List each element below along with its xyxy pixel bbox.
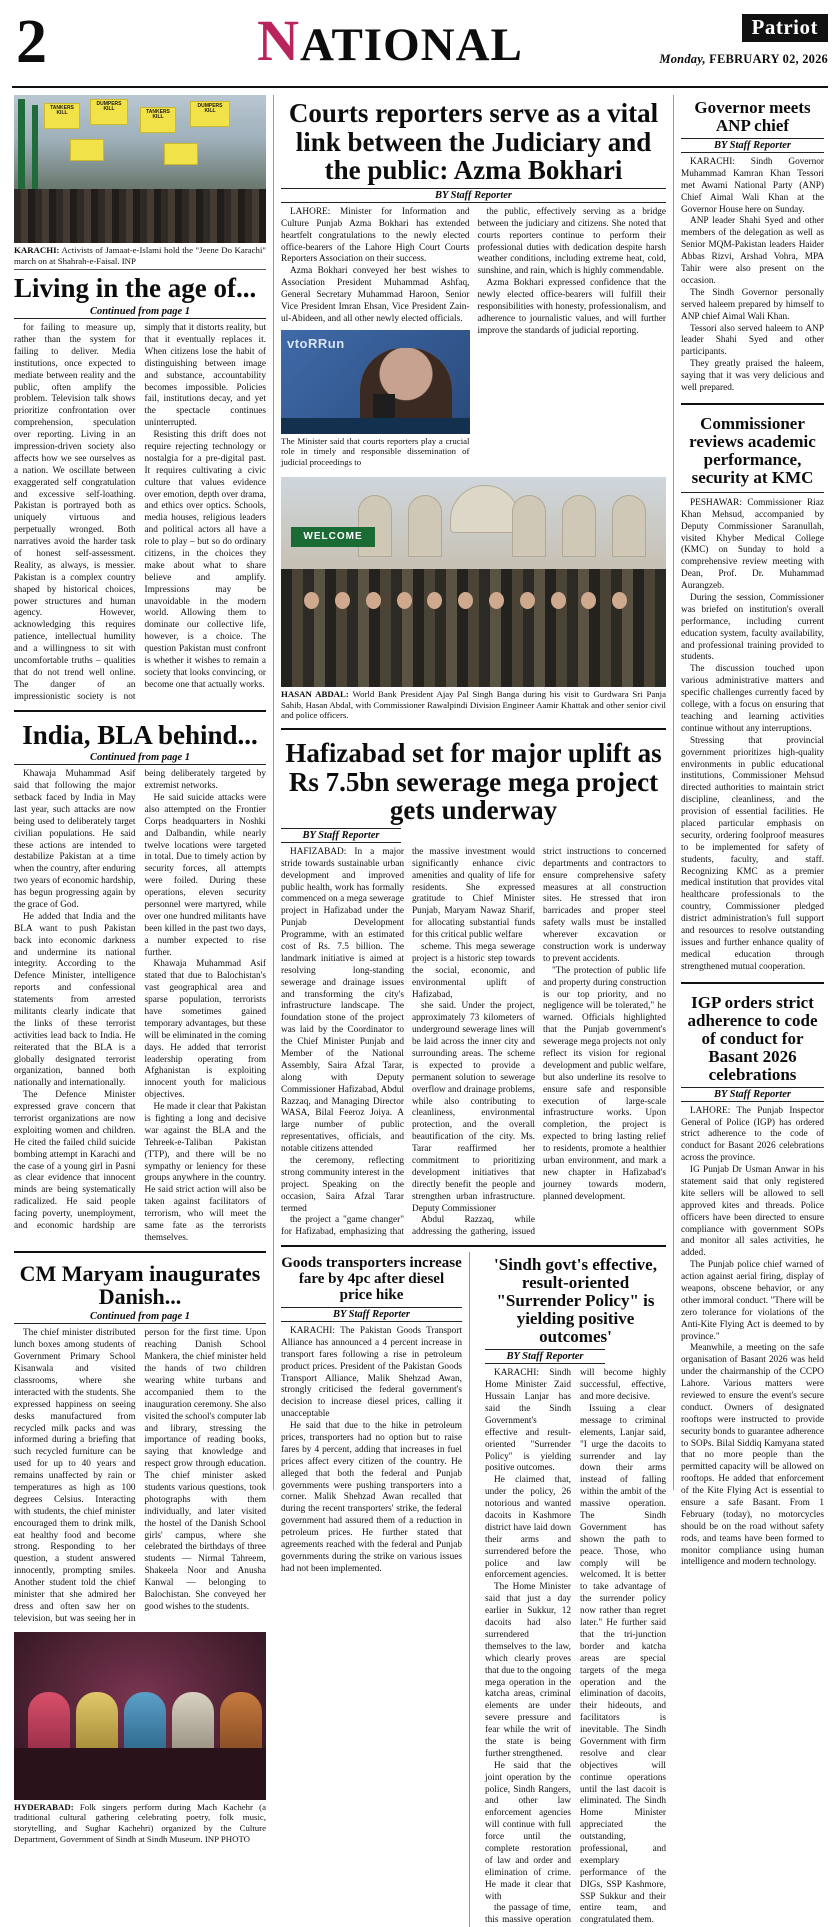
placard: TANKERS KILL: [44, 103, 80, 129]
caption-location: HASAN ABDAL:: [281, 688, 349, 699]
igp-headline: IGP orders strict adherence to code of conduct for Basant 2026 celebrations: [687, 992, 818, 1084]
masthead-right: [638, 10, 828, 67]
governor-headline: Governor meets ANP chief: [694, 98, 811, 136]
column-center: [274, 95, 674, 1926]
sindh-surrender-headline: 'Sindh govt's effective, result-oriented "Surrender Policy" is yielding positive outcomes': [494, 1255, 657, 1347]
page-number: 2: [16, 8, 45, 76]
hafizabad-byline: BY Staff Reporter: [281, 828, 401, 843]
press-conference-photo: [281, 330, 470, 434]
goods-story: [281, 1252, 470, 1927]
india-bla-headline: India, BLA behind...: [22, 719, 258, 750]
courts-body-left: LAHORE: Minister for Information and Culture Punjab Azma Bokhari has extended heartfelt congratulations to the newly elected office-bearers of the Lahore High Court Courts Reporters Association on their success. Azma Bokhari conveyed her best wishes to Association President Muhammad Ashfaq, General Secretary Muhammad Haroon, Senior Vice President Imran Ehsan, Vice President Zain-ul-Abideen, and all other newly elected officials.: [281, 206, 470, 324]
goods-byline: BY Staff Reporter: [281, 1307, 462, 1322]
governor-byline: BY Staff Reporter: [681, 138, 824, 153]
press-conference-caption: The Minister said that courts reporters play a crucial role in timely and responsible dissemination of judicial proceedings to: [281, 435, 470, 468]
living-continued: Continued from page 1: [14, 306, 266, 319]
column-right: [674, 95, 826, 1568]
caption-text: Activists of Jamaat-e-Islami hold the "Jeene Do Karachi" march on at Shahrah-e-Faisal. INP: [14, 245, 266, 266]
hafizabad-body: HAFIZABAD: In a major stride towards sustainable urban development and improved public health, work has formally commenced on a mega sewerage project in Hafizabad under the Punjab Development Programme, with an estimated cost of Rs. 7.5 billion. The landmark initiative is aimed at resolving long-standing sewerage and drainage issues and transforming the city's infrastructure landscape. The foundation stone of the project was laid by the Coordinator to the Chief Minister Punjab and Member of the National Assembly, Saira Afzal Tarar, along with Deputy Commissioner Hafizabad, Abdul Razzaq, and Managing Director WASA, Bilal Feeroz Joiya. A large number of public representatives, officials, and notable citizens attended the ceremony, reflecting strong community interest in the project. Speaking on the occasion, Saira Afzal Tarar termed the project a "game changer" for Hafizabad, emphasizing that the massive investment would significantly enhance civic amenities and quality of life for residents. She expressed gratitude to Chief Minister Punjab, Maryam Nawaz Sharif, for allocating substantial funds for this critical public welfare scheme. This mega sewerage project is a historic step towards the social, economic, and environmental uplift of Hafizabad, she said. Under the project, approximately 73 kilometers of underground sewerage lines will be laid across the inner city and surrounding areas. The scheme is expected to provide a permanent solution to sewerage overflow and drainage problems, while also contributing to cleanliness, environmental protection, and the overall beautification of the city. Ms. Tarar reaffirmed her commitment to prioritizing development initiatives that directly benefit the people and strengthen urban infrastructure. Deputy Commissioner Abdul Razzaq, while addressing the gathering, issued strict instructions to concerned departments and contractors to ensure comprehensive safety measures at all construction sites. He stressed that iron barricades and proper steel safety walls must be installed wherever excavation or construction work is underway to prevent accidents. "The protection of public life and property during construction is our top priority, and no negligence will be tolerated," he warned. Officials highlighted that the Punjab government's sewerage mega projects not only reflect its vision for regional development and public welfare, but also underline its resolve to ensure safe and responsible execution of large-scale infrastructure works. Upon completion, the project is expected to bring lasting relief to residents, promote a healthier urban environment, and mark a new chapter in Hafizabad's journey towards modern, planned development.: [281, 846, 666, 1238]
welcome-sign: WELCOME: [291, 527, 375, 547]
sindh-surrender-body: KARACHI: Sindh Home Minister Zaid Hussain Lanjar has said the Sindh Government's effective and result-oriented "Surrender Policy" is yielding positive outcomes. He claimed that, under the policy, 26 notorious and wanted dacoits in Kashmore district have laid down their arms and surrendered before the police and law enforcement agencies. The Home Minister said that just a day earlier in Sukkur, 12 dacoits had also surrendered themselves to the law, which clearly proves that due to the ongoing mega operation in the katcha areas, criminal elements are under severe pressure and fear while the writ of the state is being further strengthened. He said that the joint operation by the police, Sindh Rangers, and other law enforcement agencies will continue with full force until the complete restoration of law and order and elimination of crime. He made it clear that with the passage of time, this massive operation will become highly successful, effective, and more decisive. Issuing a clear message to criminal elements, Lanjar said, "I urge the dacoits to surrender and lay down their arms instead of falling within the ambit of the massive operation. The Sindh Government has shown the path to peace. Those, who comply will be welcomed. It is better to take advantage of the surrender policy now rather than regret later." He further said that the tri-junction border and katcha areas are special targets of the mega operation and the elimination of dacoits, their hideouts, and facilitators is inevitable. The Sindh Government with firm resolve and clear objectives will continue operations until the last dacoit is eliminated. The Sindh Home Minister appreciated the outstanding, professional, and exemplary performance of the DIGs, SSP Kashmore, SSP Sukkur and their entire team, and congratulated them.: [485, 1368, 666, 1926]
publication-date: [638, 52, 828, 67]
caption-text: Folk singers perform during Mach Kachehr (a traditional cultural gathering celebrating poetry, folk music, storytelling, and Sughar Kachehri) organized by the Culture Department, Government of Sindh at Sindh Museum. INP PHOTO: [14, 1801, 266, 1844]
maryam-continued: Continued from page 1: [14, 1311, 266, 1324]
courts-headline: Courts reporters serve as a vital link between the Judiciary and the public: Azma Bokhari: [288, 98, 659, 186]
date-rest: FEBRUARY 02, 2026: [709, 52, 828, 66]
courts-byline: BY Staff Reporter: [281, 188, 666, 203]
bottom-two-stories: [281, 1252, 666, 1927]
section-title: [142, 8, 638, 73]
goods-body: KARACHI: The Pakistan Goods Transport Alliance has announced a 4 percent increase in transport fares following a rise in petroleum product prices. President of the Pakistan Goods Transport Alliance, Malik Shehzad Awan, strongly criticised the federal government's decision to increase diesel prices, calling it unacceptable He said that due to the hike in petroleum prices, transporters had no option but to raise fares by 4 percent, adding that increases in fuel prices affect every citizen of the country. He alleged that both the federal and Punjab governments were pushing transporters into a corner. Malik Shehzad Awan recalled that during the recent transporters' strike, the federal government had assured them of a reduction in petroleum prices. He further stated that agreements reached with the federal and Punjab governments during the strike on various issues had not been implemented.: [281, 1325, 462, 1574]
folk-photo: [14, 1632, 266, 1800]
sindh-surrender-byline: BY Staff Reporter: [485, 1349, 605, 1364]
section-title-rest: ATIONAL: [300, 19, 523, 71]
column-left: [12, 95, 274, 1844]
masthead-center: [142, 8, 638, 73]
protest-photo: [14, 95, 266, 243]
folk-photo-caption: [14, 1802, 266, 1848]
masthead: [12, 10, 828, 88]
igp-body: LAHORE: The Punjab Inspector General of Police (IGP) has ordered strict adherence to the code of conduct for Basant 2026 celebrations across the province. IG Punjab Dr Usman Anwar in his statement said that only registered kite sellers will be allowed to sell approved kites and threads. Police officers have been directed to ensure compliance with government SOPs and monitor all sales activities, he added. The Punjab police chief warned of action against aerial firing, display of weapons, obscene behavior, or any other immoral conduct. "There will be zero tolerance for violations of the Anti-Kite Flying Act is deemed to by province." Meanwhile, a meeting on the safe organisation of Basant 2026 was held under the chairmanship of the CCPO Lahore. Various matters were reviewed to ensure the event's secure conduct. Owners of designated rooftops were instructed to provide security bonds to guarantee adherence to SOPs. Bilal Siddiq Kamyana stated that no more people than the permitted capacity will be allowed on rooftops. He added that enforcement of the Kite Flying Act is essential to ensure a safe Basant. From 1 February (today), no motorcycles should be on the road without safety rods, and teams have been formed to monitor compliance using human intelligence and modern technology.: [681, 1105, 824, 1568]
commissioner-body: PESHAWAR: Commissioner Riaz Khan Mehsud, accompanied by Deputy Commissioner Saranullah, visited Khyber Medical College (KMC) on Sunday to hold a comprehensive review meeting with Dean, Prof. Dr. Muhammad Aurangzeb. During the session, Commissioner was briefed on institution's overall performance, including current education system, faculty availability, and professional training provided to students. The discussion touched upon various administrative matters and specific challenges currently faced by college, with a focus on ensuring that teaching and learning activities continue without any interruptions. Stressing that provincial government prioritizes high-quality environments in public educational institutions, Commissioner Mehsud directed authorities to maintain strict discipline, cleanliness, and the provision of essential facilities. He placed particular emphasis on security, ordering foolproof measures to be implemented for safety of students, faculty, and staff. Recognizing KMC as a premier medical institution that provides vital healthcare professionals to the country, Commissioner pledged district administration's full support and resources to resolve outstanding issues and further enhance quality of medical education through strengthened mutual cooperation.: [681, 497, 824, 972]
page-content: [12, 95, 828, 1926]
india-bla-continued: Continued from page 1: [14, 752, 266, 765]
placard: DUMPERS KILL: [90, 99, 128, 125]
caption-location: HYDERABAD:: [14, 1801, 74, 1812]
hasan-abdal-photo: [281, 477, 666, 687]
hasan-abdal-caption: [281, 689, 666, 724]
igp-byline: BY Staff Reporter: [681, 1087, 824, 1102]
placard: TANKERS KILL: [140, 107, 176, 133]
backdrop-logo-text: vtoRRun: [287, 335, 345, 351]
placard: DUMPERS KILL: [190, 101, 230, 127]
date-day: Monday,: [659, 52, 706, 66]
goods-headline: Goods transporters increase fare by 4pc after diesel price hike: [281, 1255, 462, 1304]
governor-body: KARACHI: Sindh Governor Muhammad Kamran Khan Tessori met Awami National Party (ANP) Chief Aimal Wali Khan at the Governor House here on Sunday. ANP leader Shahi Syed and other members of the delegation as well as Senior MQM-Pakistan leaders Haider Abbas Rizvi, Arshad Vohra, MPA Tahir were also present on the occasion. The Sindh Governor personally served haleem prepared by himself to ANP chief Aimal Wali Khan. Tessori also served haleem to ANP leader Shahi Syed and other participants. They greatly praised the haleem, saying that it was very delicious and well prepared.: [681, 157, 824, 393]
living-body: for failing to measure up, rather than the system for failing to deliver. Media institutions, once expected to mediate between reality and the public, often amplify the problem. Television talk shows prioritize confrontation over comprehension, speculation over reporting. Living in an impression-driven society also affects how we see ourselves as a nation. We oscillate between exaggerated self congratulation and excessive self-loathing. Pakistan is portrayed both as uniquely virtuous and perpetually wronged. Both narratives avoid the harder task of honest self-assessment. Reality, as always, is messier. Pakistan is a complex country shaped by historical choices, power structures and human agency. However, acknowledging this requires patience, intellectual humility and a willingness to sit with uncomfortable truths – qualities that do not trend well online. The danger of an impressionistic society is not simply that it distorts reality, but that it eventually replaces it. When citizens lose the habit of distinguishing between image and substance, accountability becomes impossible. Policies fail, institutions decay, and yet the spectacle continues uninterrupted. Resisting this drift does not require rejecting technology or nostalgia for a pre-digital past. It requires cultivating a civic culture that values evidence over emotion, depth over drama, and ethics over optics. Schools, media houses, religious leaders and political actors all have a role to play – but so do ordinary citizens, in the choices they make about what to share believe and amplify. Impressions may be unavoidable in the modern world. Allowing them to dominate our collective life, however, is a choice. The question Pakistan must confront is whether it wishes to remain a society that looks convincing, or become one that actually works.: [14, 323, 266, 702]
caption-location: KARACHI:: [14, 245, 60, 255]
caption-text: World Bank President Ajay Pal Singh Banga during his visit to Gurdwara Sri Panja Sahib, Hasan Abdal, with Commissioner Rawalpindi Division Engineer Aamir Khattak and other senior civil and police officers.: [281, 688, 667, 721]
hafizabad-headline: Hafizabad set for major uplift as Rs 7.5bn sewerage mega project gets underway: [285, 738, 662, 826]
sindh-surrender-story: [478, 1252, 666, 1927]
section-title-dropcap: N: [257, 8, 300, 73]
protest-photo-caption: [14, 245, 266, 269]
commissioner-headline: Commissioner reviews academic performance, security at KMC: [689, 413, 816, 487]
living-headline: Living in the age of...: [14, 273, 257, 304]
maryam-body: The chief minister distributed lunch boxes among students of Government Primary School Kisanwala and visited classrooms, where she interacted with the students. She expressed happiness on seeing desks manufactured from recycled milk packs and was informed during a briefing that such recycled furniture can be used for up to 40 years and remains unaffected by rain or temperatures as high as 100 degrees Celsius. Interacting with students, the chief minister encouraged them to drink milk, eat healthy food and become strong. Responding to her question, a student answered innocently, prompting smiles. Another student told the chief minister that she admired her dress and often saw her on television, but was seeing her in person for the first time. Upon reaching Danish School Mankera, the chief minister held the hands of two children wearing white turbans and accompanied them to the inauguration ceremony. She also visited the school's computer lab and library, stressing the importance of reading books, saying that knowledge and respect grow through education. The chief minister asked students various questions, took photographs with them individually, and later visited the hostel of the Danish School girls' campus, where she celebrated the birthdays of three students — Nirmal Tahreem, Shakeela Noor and Anusha Kanwal — belonging to Balochistan. She conveyed her good wishes to the students.: [14, 1328, 266, 1624]
courts-body-right: the public, effectively serving as a bridge between the judiciary and citizens. She noted that courts reporters continue to perform their professional duties with dedication despite harsh weather conditions, including extreme heat, cold, sunshine, and rain, which is highly commendable. Azma Bokhari expressed confidence that the newly elected office-bearers will fulfill their responsibilities with honesty, professionalism, and adherence to journalistic values, and will further improve the standards of judicial reporting.: [477, 206, 666, 336]
india-bla-body: Khawaja Muhammad Asif said that following the major setback faced by India in May last year, such attacks are now being used to deliberately target civilian populations. He said these actions are intended to destabilize Pakistan at a time when the country, after enduring two years of economic hardship, has begun progressing again by the grace of God. He added that India and the BLA want to push Pakistan back into economic darkness and undermine its national integrity. According to the Defence Minister, intelligence reports and confessional statements from arrested militants clearly indicate that the links of these terrorist activities lead back to India. He reiterated that the BLA is a globally designated terrorist organization, banned both nationally and internationally. The Defence Minister expressed grave concern that terrorist organizations are now exploiting women and children. He cited the failed child suicide bombing attempt in Karachi and the case of a young girl in Pasni as clear evidence that innocent minds are being systematically radicalized. He said people facing poverty, unemployment, and economic hardship are being deliberately targeted by extremist networks. He said suicide attacks were also attempted on the Frontier Corps headquarters in Noshki and Dalbandin, while nearly twelve locations were targeted in total. Due to timely action by security forces, all attempts were foiled. During these operations, eleven security personnel were martyred, while over one hundred militants have been killed in the past two days, a number expected to rise further. Khawaja Muhammad Asif stated that due to Balochistan's vast geographical area and sparse population, terrorists have sometimes gained temporary advantages, but these will be eliminated in the coming days. He added that terrorist leadership operating from Afghanistan is exploiting innocent youth for malicious objectives. He made it clear that Pakistan is fighting a long and decisive war against the BLA and the Tehreek-e-Taliban Pakistan (TTP), and there will be no sympathy or leniency for these groups anywhere in the country. He said strict action will also be taken against facilitators of terrorism, who will meet the same fate as the terrorists themselves.: [14, 769, 266, 1243]
maryam-headline: CM Maryam inaugurates Danish...: [19, 1260, 261, 1310]
brand-logo: Patriot: [742, 14, 828, 42]
